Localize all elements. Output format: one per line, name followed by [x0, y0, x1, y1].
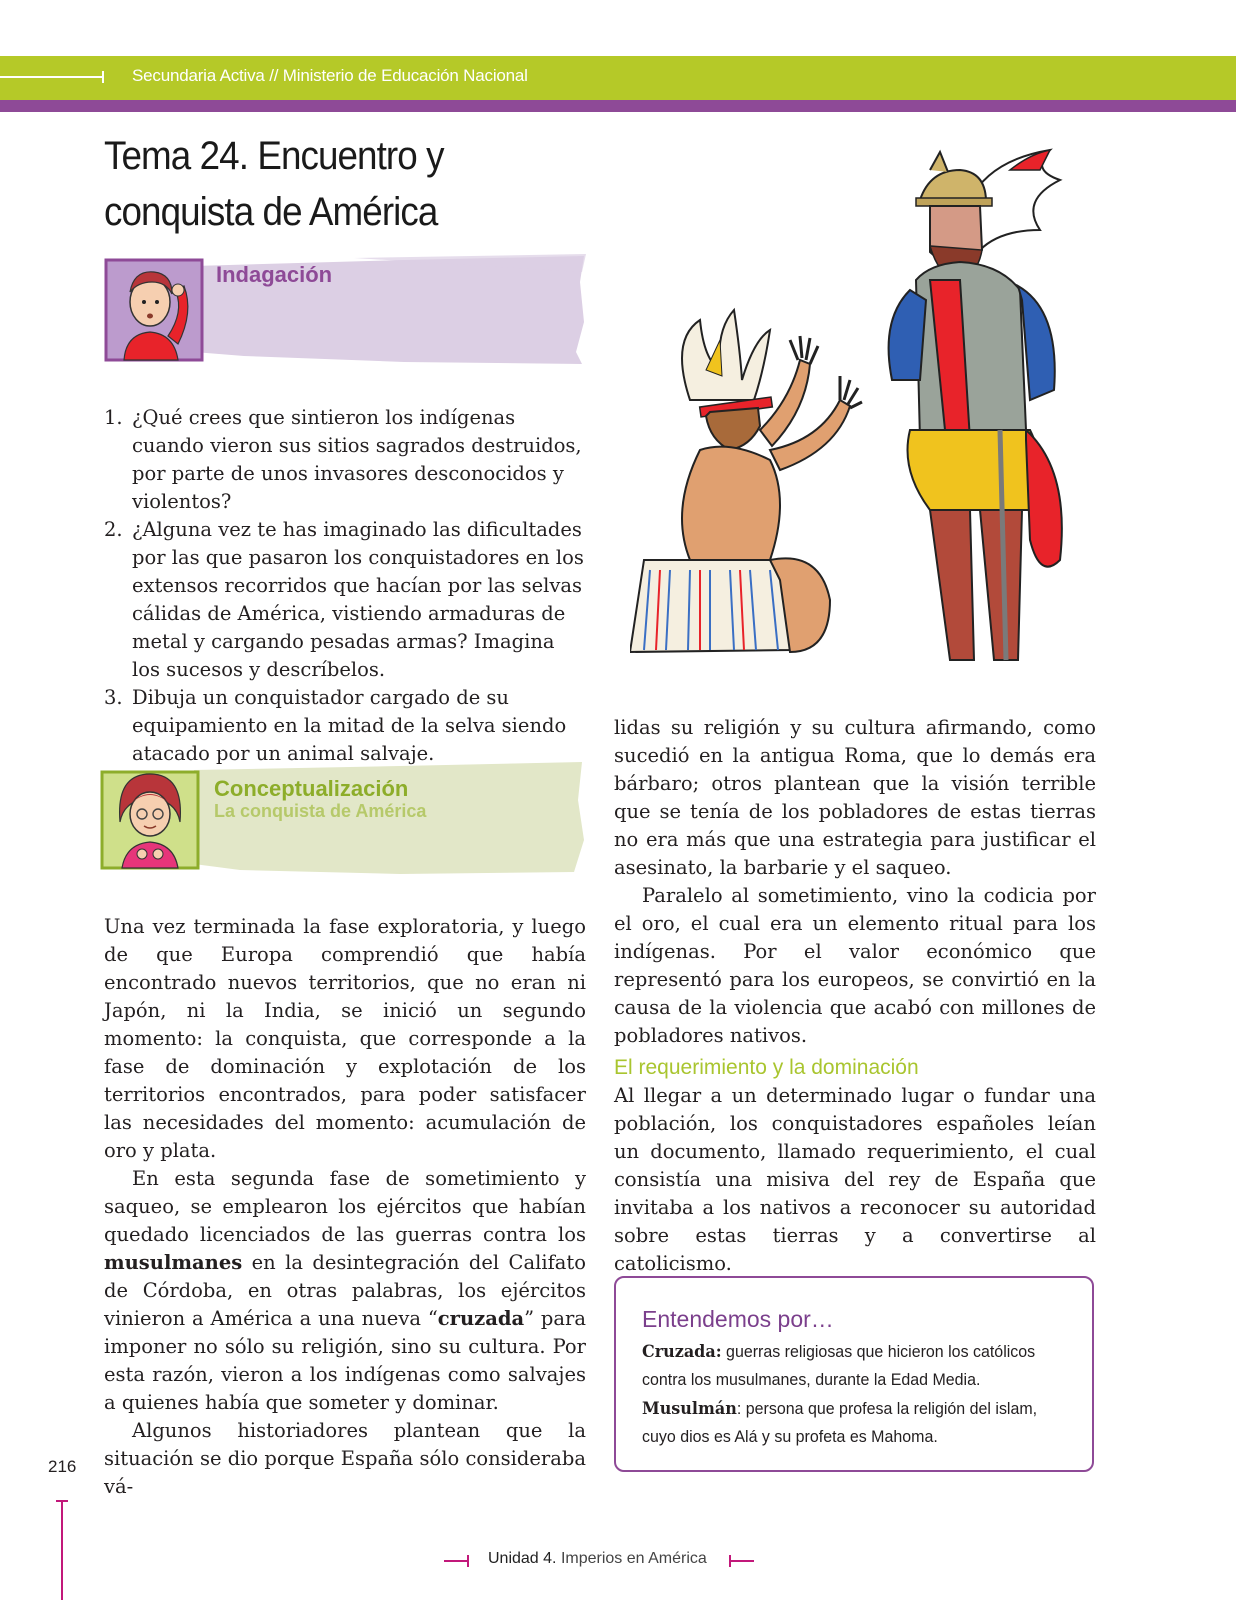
page-number: 216	[48, 1457, 77, 1476]
conceptualizacion-subtitle: La conquista de América	[214, 801, 427, 821]
glossary-line: contra los musulmanes, durante la Edad Media.	[642, 1370, 981, 1389]
question-number: 2.	[104, 518, 123, 541]
text-run: En esta segunda fase de sometimiento y saqueo, se emplearon los ejércitos que habían quedado licenciados de las guerras contra los	[104, 1167, 586, 1246]
conquistador-figure	[889, 150, 1062, 660]
question-text: Dibuja un conquistador cargado de su equipamiento en la mitad de la selva siendo atacado por un animal salvaje.	[132, 686, 567, 765]
paragraph: Al llegar a un determinado lugar o fundar una población, los conquistadores españoles leían un documento, llamado requerimiento, el cual consistía una misiva del rey de España que invitaba a los nativos a reconocer su autoridad sobre estas tierras y a convertirse al catolicismo.	[614, 1084, 1096, 1275]
footer-decor-left	[444, 1560, 468, 1562]
indagacion-questions	[104, 404, 584, 768]
question-item	[104, 404, 584, 516]
footer-unit-label: Unidad 4.	[488, 1550, 557, 1567]
footer-decor-tick	[56, 1500, 68, 1502]
glossary-definition: : persona que profesa la religión del islam,	[736, 1399, 1038, 1418]
right-column	[614, 714, 1096, 1050]
indagacion-banner	[104, 252, 588, 370]
paragraph: Algunos historiadores plantean que la situación se dio porque España sólo consideraba vá-	[104, 1419, 586, 1498]
question-text: ¿Alguna vez te has imaginado las dificultades por las que pasaron los conquistadores en los extensos recorridos que hacían por las selvas cálidas de América, vistiendo armaduras de metal y cargando pesadas armas? Imagina los sucesos y descríbelos.	[132, 518, 584, 681]
text-run: en la desintegración del Califato de Córdoba, en otras palabras, los ejércitos vinieron a América a una nueva “	[104, 1251, 586, 1330]
text-run: ” para imponer no sólo su religión, sino su cultura. Por esta razón, vieron a los indígenas como salvajes a quienes había que someter y dominar.	[104, 1307, 586, 1414]
header-text: Secundaria Activa // Ministerio de Educación Nacional	[132, 66, 528, 85]
header-decor-tick	[102, 71, 104, 83]
bold-term-musulmanes: musulmanes	[104, 1251, 243, 1274]
header-purple-strip	[0, 100, 1236, 112]
bold-term-cruzada: cruzada	[437, 1307, 525, 1330]
paragraph: Una vez terminada la fase exploratoria, y luego de que Europa comprendió que había encontrado nuevos territorios, que no eran ni Japón, ni la India, se inició un segundo momento: la conquista, que corresponde a la fase de dominación y explotación de los territorios encontrados, para poder satisfacer las necesidades del momento: acumulación de oro y plata.	[104, 915, 586, 1162]
glossary-term-musulman: Musulmán	[642, 1399, 737, 1419]
glossary-line	[642, 1338, 1035, 1366]
paragraph	[104, 1165, 586, 1417]
conceptualizacion-title: Conceptualización	[214, 776, 409, 801]
paragraph: Paralelo al sometimiento, vino la codicia por el oro, el cual era un elemento ritual para los indígenas. Por el valor económico que representó para los europeos, se convirtió en la causa de la violencia que acabó con millones de pobladores nativos.	[614, 884, 1096, 1047]
footer-unit	[488, 1550, 707, 1568]
title-line-1: Tema 24. Encuentro y	[104, 134, 444, 178]
indagacion-title: Indagación	[216, 262, 333, 287]
header-decor-line	[0, 76, 104, 78]
page-title	[104, 128, 582, 240]
glossary-title: Entendemos por…	[642, 1306, 834, 1332]
question-item	[104, 516, 584, 684]
paragraph: lidas su religión y su cultura afirmando, como sucedió en la antigua Roma, que lo demás era bárbaro; otros plantean que la visión terrible que se tenía de los pobladores de estas tierras no era más que una estrategia para justificar el asesinato, la barbarie y el saqueo.	[614, 716, 1096, 879]
footer-unit-title: Imperios en América	[556, 1550, 707, 1567]
conquest-illustration	[630, 140, 1090, 680]
question-item	[104, 684, 584, 768]
question-text: ¿Qué crees que sintieron los indígenas cuando vieron sus sitios sagrados destruidos, por parte de unos invasores desconocidos y violentos?	[132, 406, 582, 513]
right-column-lower	[614, 1082, 1096, 1278]
question-number: 3.	[104, 686, 123, 709]
footer-decor-left-tick	[467, 1555, 469, 1567]
glossary-term-cruzada: Cruzada:	[642, 1342, 722, 1362]
question-number: 1.	[104, 406, 123, 429]
left-column	[104, 913, 586, 1501]
section-subheading: El requerimiento y la dominación	[614, 1056, 919, 1079]
glossary-line	[642, 1395, 1037, 1423]
indigenous-figure	[630, 310, 862, 652]
footer-decor-right	[730, 1560, 754, 1562]
glossary-definition: guerras religiosas que hicieron los católicos	[721, 1342, 1036, 1361]
title-line-2: conquista de América	[104, 190, 438, 234]
glossary-line: cuyo dios es Alá y su profeta es Mahoma.	[642, 1427, 938, 1446]
footer-decor-right-tick	[729, 1555, 731, 1567]
footer-decor-line	[61, 1500, 63, 1600]
